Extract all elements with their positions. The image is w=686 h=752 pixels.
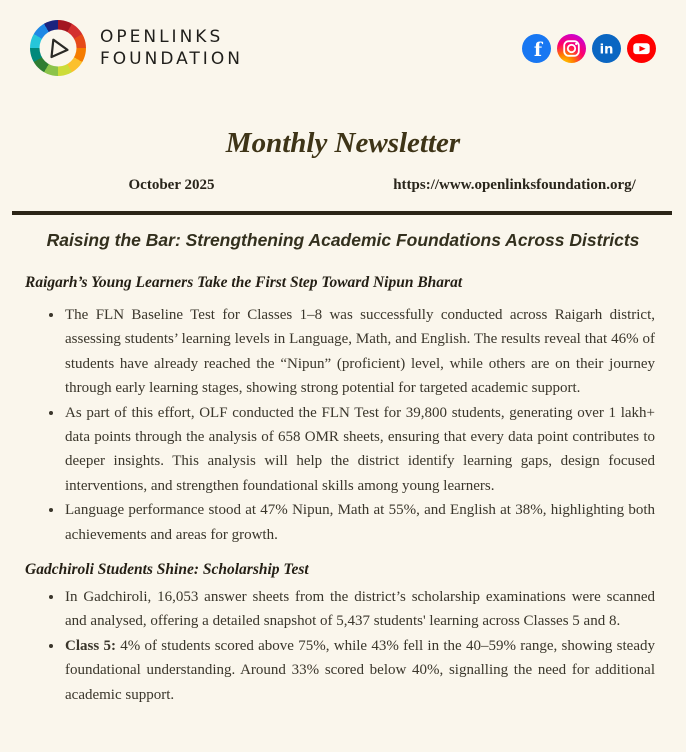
bullet-list [0,303,686,547]
headline: Raising the Bar: Strengthening Academic Foundations Across Districts [46,230,640,250]
section-heading: Gadchiroli Students Shine: Scholarship Test [25,561,309,579]
youtube-icon[interactable] [627,34,656,63]
logo-play-icon [40,30,77,67]
header [0,0,686,76]
linkedin-icon[interactable] [592,34,621,63]
issue-date: October 2025 [128,177,215,193]
logo-wheel-icon [30,20,86,76]
brand-name-line2: FOUNDATION [100,49,243,69]
website-link-cell [343,175,686,195]
page-title: Monthly Newsletter [225,127,461,159]
masthead-meta [0,175,686,195]
svg-text:f: f [533,39,543,61]
brand-wordmark [100,26,243,70]
list-item [64,585,655,634]
bullet-list [0,585,686,707]
instagram-icon[interactable] [557,34,586,63]
section-raigarh [0,273,686,547]
bullet-lead: Class 5: [65,637,116,654]
list-item [64,401,655,499]
facebook-icon[interactable] [522,34,551,63]
website-link[interactable]: https://www.openlinksfoundation.org/ [393,177,636,193]
bullet-text: As part of this effort, OLF conducted the FLN Test for 39,800 students, generating over 1 lakh+ data points through the analysis of 658 OMR sheets, ensuring that every data point contributes to deeper insights. This analysis will help the district identify learning gaps, design focused interventions, and strengthen foundational skills among young learners. [65,404,655,494]
list-item [64,498,655,547]
bullet-text: 4% of students scored above 75%, while 43% fell in the 40–59% range, showing steady foundational understanding. Around 33% scored below 40%, signalling the need for additional academic support. [65,637,655,703]
social-links [522,34,656,63]
brand-name-line1: OPENLINKS [100,27,224,47]
bullet-text: The FLN Baseline Test for Classes 1–8 was successfully conducted across Raigarh district, assessing students’ learning levels in Language, Math, and English. The results reveal that 46% of students have already reached the “Nipun” (proficient) level, while others are on their journey through early learning stages, showing strong potential for targeted academic support. [65,307,655,397]
section-heading: Raigarh’s Young Learners Take the First Step Toward Nipun Bharat [25,274,463,291]
bullet-text: Language performance stood at 47% Nipun, Math at 55%, and English at 38%, highlighting both achievements and areas for growth. [65,502,655,543]
bullet-text: In Gadchiroli, 16,053 answer sheets from the district’s scholarship examinations were scanned and analysed, offering a detailed snapshot of 5,437 students' learning across Classes 5 and 8. [65,589,655,630]
section-gadchiroli [0,560,686,707]
svg-text:in: in [599,42,614,58]
brand-logo [30,20,243,76]
list-item [64,303,655,401]
divider-rule [12,211,672,215]
list-item [64,634,655,707]
